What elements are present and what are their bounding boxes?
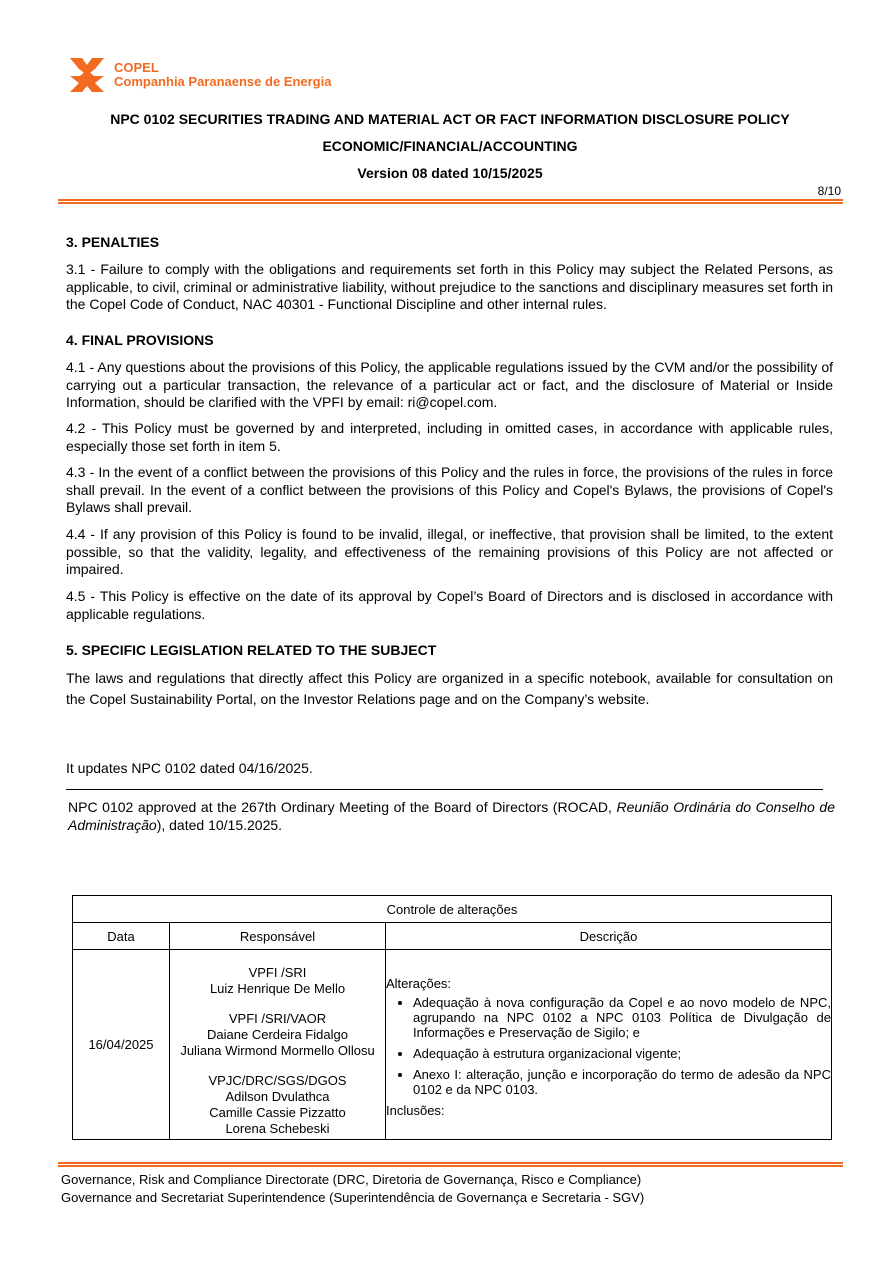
list-item: • Anexo I: alteração, junção e incorporação do termo de adesão da NPC 0102 e da NPC 0103. xyxy=(413,1067,831,1097)
document-category: ECONOMIC/FINANCIAL/ACCOUNTING xyxy=(322,138,578,154)
page-number: 8/10 xyxy=(817,184,841,198)
responsible-group-1 xyxy=(170,965,385,997)
table-row xyxy=(73,950,832,1140)
footer-line-2: Governance and Secretariat Superintendence (Superintendência de Governança e Secretaria - SGV) xyxy=(61,1190,645,1205)
logo-subtitle: Companhia Paranaense de Energia xyxy=(114,74,332,89)
responsible-person: Camille Cassie Pizzatto xyxy=(209,1105,346,1120)
description-list xyxy=(386,995,831,1097)
responsible-person: Adilson Dvulathca xyxy=(225,1089,330,1104)
approval-note xyxy=(68,799,835,834)
updates-note: It updates NPC 0102 dated 04/16/2025. xyxy=(66,760,313,776)
approval-text-after: ), dated 10/15.2025. xyxy=(156,816,283,833)
paragraph-3-1: 3.1 - Failure to comply with the obligations and requirements set forth in this Policy may subject the Related Persons, as applicable, to civil, criminal or administrative liability, without prejudice to the sanctions and disciplinary measures set forth in the Copel Code of Conduct, NAC 40301 - Functional Discipline and other internal rules. xyxy=(66,261,833,313)
logo-name: COPEL xyxy=(114,60,159,75)
approval-text-italic: Reunião Ordinária do Conselho de Administração xyxy=(68,799,835,833)
section-5-heading: 5. SPECIFIC LEGISLATION RELATED TO THE SUBJECT xyxy=(66,642,437,658)
paragraph-4-2: 4.2 - This Policy must be governed by and interpreted, including in omitted cases, in accordance with applicable rules, especially those set forth in item 5. xyxy=(66,420,833,454)
paragraph-4-1: 4.1 - Any questions about the provisions of this Policy, the applicable regulations issued by the CVM and/or the possibility of carrying out a particular transaction, the relevance of a particular act or fact, and the disclosure of Material or Inside Information, should be clarified with the VPFI by email: ri@copel.com. xyxy=(66,359,833,411)
copel-logo-icon xyxy=(68,56,106,94)
table-title: Controle de alterações xyxy=(73,896,832,923)
responsible-unit: VPJC/DRC/SGS/DGOS xyxy=(208,1073,347,1088)
header-divider xyxy=(58,199,843,204)
company-logo xyxy=(68,56,331,94)
document-version: Version 08 dated 10/15/2025 xyxy=(357,165,543,181)
paragraph-4-3: 4.3 - In the event of a conflict between the provisions of this Policy and the rules in force, the provisions of the rules in force shall prevail. In the event of a conflict between the provisions of this Policy and Copel's Bylaws, the provisions of Copel's Bylaws shall prevail. xyxy=(66,464,833,516)
approval-text-before: NPC 0102 approved at the 267th Ordinary Meeting of the Board of Directors (ROCAD, xyxy=(68,799,617,815)
list-item: • Adequação à estrutura organizacional vigente; xyxy=(413,1046,831,1061)
responsible-group-3 xyxy=(170,1073,385,1137)
responsible-unit: VPFI /SRI/VAOR xyxy=(228,1011,327,1026)
description-outro: Inclusões: xyxy=(386,1103,445,1118)
row-date: 16/04/2025 xyxy=(73,950,170,1140)
responsible-unit: VPFI /SRI xyxy=(248,965,307,980)
column-header-description: Descrição xyxy=(386,923,832,950)
document-title: NPC 0102 SECURITIES TRADING AND MATERIAL ACT OR FACT INFORMATION DISCLOSURE POLICY xyxy=(110,111,790,127)
column-header-date: Data xyxy=(73,923,170,950)
row-responsible xyxy=(170,950,386,1140)
responsible-person: Daiane Cerdeira Fidalgo xyxy=(207,1027,348,1042)
section-3-heading: 3. PENALTIES xyxy=(66,234,160,250)
list-item: • Adequação à nova configuração da Copel e ao novo modelo de NPC, agrupando na NPC 0102 a NPC 0103 Política de Divulgação de Informações e Preservação de Sigilo; e xyxy=(413,995,831,1040)
column-header-responsible: Responsável xyxy=(170,923,386,950)
responsible-person: Juliana Wirmond Mormello Ollosu xyxy=(180,1043,375,1058)
paragraph-4-5: 4.5 - This Policy is effective on the date of its approval by Copel’s Board of Directors and is disclosed in accordance with applicable regulations. xyxy=(66,588,833,622)
change-control-table xyxy=(72,895,832,1140)
paragraph-4-4: 4.4 - If any provision of this Policy is found to be invalid, illegal, or ineffective, that provision shall be limited, to the extent possible, so that the validity, legality, and effectiveness of the remaining provisions of this Policy are not affected or impaired. xyxy=(66,526,833,578)
row-description xyxy=(386,950,832,1140)
footer-divider xyxy=(58,1162,843,1167)
footer-line-1: Governance, Risk and Compliance Directorate (DRC, Diretoria de Governança, Risco e Compliance) xyxy=(61,1172,642,1187)
responsible-group-2 xyxy=(170,1011,385,1059)
section-4-heading: 4. FINAL PROVISIONS xyxy=(66,332,214,348)
footnote-divider xyxy=(66,789,823,790)
responsible-person: Luiz Henrique De Mello xyxy=(209,981,346,996)
description-intro: Alterações: xyxy=(386,976,452,991)
paragraph-5: The laws and regulations that directly affect this Policy are organized in a specific notebook, available for consultation on the Copel Sustainability Portal, on the Investor Relations page and on the Company’s website. xyxy=(66,670,833,707)
responsible-person: Lorena Schebeski xyxy=(225,1121,330,1136)
